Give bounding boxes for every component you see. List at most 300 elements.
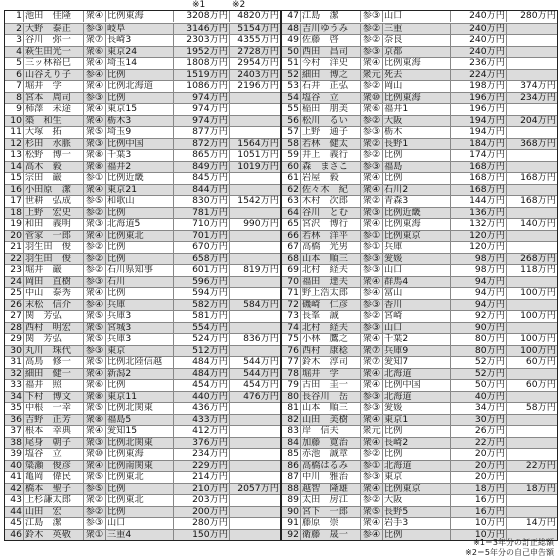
cell-name: 松野 博一 [23, 150, 83, 161]
cell-number: 81 [287, 403, 299, 413]
cell-house: 衆④ [360, 173, 382, 184]
cell-amount-1: 18万円 [450, 484, 506, 495]
cell-amount-2 [229, 173, 280, 184]
cell-district: 岩手3 [382, 518, 450, 529]
cell-number: 80 [282, 392, 300, 403]
cell-amount-1: 582万円 [173, 300, 229, 311]
cell-number: 67 [287, 242, 299, 252]
cell-district: 宮城3 [105, 323, 173, 334]
cell-amount-1: 52万円 [450, 357, 506, 368]
cell-number: 51 [287, 58, 299, 68]
cell-amount-2 [506, 507, 557, 518]
cell-name: 小林 鷹之 [300, 334, 360, 345]
cell-amount-1: 168万円 [450, 185, 506, 196]
table-row [282, 230, 557, 242]
table-row [282, 149, 557, 161]
cell-name: 尾身 朝子 [23, 438, 83, 449]
table-row [282, 356, 557, 368]
table-row [5, 483, 280, 495]
cell-amount-1: 236万円 [450, 58, 506, 69]
cell-house: 参② [360, 449, 382, 460]
cell-name: 岸 信夫 [300, 426, 360, 437]
cell-amount-2: 234万円 [506, 93, 557, 104]
cell-number: 16 [5, 185, 23, 196]
cell-name: 稲田 朋美 [300, 104, 360, 115]
cell-district: 福島 [382, 162, 450, 173]
cell-amount-2: 990万円 [229, 219, 280, 230]
table-row [5, 333, 280, 345]
cell-house: 衆④ [83, 231, 105, 242]
cell-number: 30 [5, 346, 23, 357]
table-row [5, 195, 280, 207]
cell-number: 28 [5, 323, 23, 334]
cell-district: 愛媛 [382, 254, 450, 265]
cell-number: 20 [5, 231, 23, 242]
cell-house: 衆⑤ [83, 311, 105, 322]
table-row [5, 471, 280, 483]
cell-district: 比例北陸信越 [105, 357, 173, 368]
cell-amount-1: 844万円 [173, 185, 229, 196]
table-row [282, 138, 557, 150]
cell-district: 福井1 [382, 104, 450, 115]
cell-district: 死去 [382, 70, 450, 81]
cell-amount-2: 58万円 [506, 403, 557, 414]
cell-district: 東京21 [105, 185, 173, 196]
cell-name: 宗田 巌 [23, 173, 83, 184]
cell-amount-1: 512万円 [173, 346, 229, 357]
cell-district: 兵庫3 [105, 311, 173, 322]
cell-name: 山田 宏 [23, 507, 83, 518]
cell-amount-1: 80万円 [450, 334, 506, 345]
table-row [282, 92, 557, 104]
cell-amount-1: 20万円 [450, 449, 506, 460]
cell-name: 羽生田 俊 [23, 254, 83, 265]
table-row [282, 126, 557, 138]
cell-amount-2: 2403万円 [229, 70, 280, 81]
cell-name: 高橋はるみ [300, 461, 360, 472]
cell-amount-2: 5154万円 [229, 24, 280, 35]
cell-amount-2 [506, 472, 557, 483]
cell-amount-1: 210万円 [173, 484, 229, 495]
table-row [5, 391, 280, 403]
cell-house: 参① [360, 461, 382, 472]
cell-amount-1: 240万円 [450, 47, 506, 58]
cell-amount-1: 10万円 [450, 530, 506, 541]
cell-amount-1: 234万円 [173, 449, 229, 460]
cell-number: 82 [282, 415, 300, 426]
table-row [282, 287, 557, 299]
cell-name: 池田 佳隆 [23, 11, 83, 22]
cell-number: 89 [287, 495, 299, 505]
cell-number: 15 [10, 173, 22, 183]
table-row [5, 253, 280, 265]
cell-amount-2 [229, 461, 280, 472]
table-row [5, 356, 280, 368]
cell-name: 和田 義明 [23, 219, 83, 230]
cell-district: 比例 [105, 254, 173, 265]
cell-house: 衆④ [83, 461, 105, 472]
cell-name: 上杉謙太郎 [23, 495, 83, 506]
table-row [282, 172, 557, 184]
cell-amount-2 [229, 472, 280, 483]
cell-name: 山田 美樹 [300, 415, 360, 426]
cell-name: 鈴木 英敬 [23, 530, 83, 541]
cell-number: 60 [282, 162, 300, 173]
cell-number: 40 [5, 461, 23, 472]
cell-amount-2: 18万円 [506, 484, 557, 495]
cell-amount-2 [506, 426, 557, 437]
cell-district: 東京 [105, 346, 173, 357]
cell-house: 参③ [360, 127, 382, 138]
cell-name: 大塚 拓 [23, 127, 83, 138]
cell-house: 参① [83, 173, 105, 184]
cell-amount-2 [506, 127, 557, 138]
cell-district: 大阪 [382, 116, 450, 127]
table-row [282, 517, 557, 529]
cell-amount-1: 376万円 [173, 438, 229, 449]
cell-district: 栃木3 [105, 116, 173, 127]
cell-house: 参③ [360, 162, 382, 173]
table-row [282, 195, 557, 207]
cell-house: 参② [83, 507, 105, 518]
cell-name: 磯崎 仁彦 [300, 300, 360, 311]
cell-number: 77 [287, 357, 299, 367]
table-row [282, 379, 557, 391]
cell-name: 佐々木 紀 [300, 185, 360, 196]
cell-amount-2: 2057万円 [229, 484, 280, 495]
cell-number: 68 [282, 254, 300, 265]
cell-district: 福井2 [105, 162, 173, 173]
cell-district: 比例中国 [382, 380, 450, 391]
cell-amount-1: 554万円 [173, 323, 229, 334]
cell-number: 25 [10, 288, 22, 298]
cell-amount-2: 584万円 [229, 300, 280, 311]
cell-amount-1: 781万円 [173, 208, 229, 219]
cell-house: 参② [83, 242, 105, 253]
cell-house: 衆④ [360, 380, 382, 391]
cell-number: 59 [287, 150, 299, 160]
cell-district: 富山 [382, 288, 450, 299]
cell-amount-2 [506, 70, 557, 81]
cell-amount-2 [229, 495, 280, 506]
cell-amount-1: 524万円 [173, 334, 229, 345]
cell-amount-1: 200万円 [173, 507, 229, 518]
footnote-2: ※2＝5年分の自己申告額 [465, 548, 554, 557]
cell-district: 比例 [105, 484, 173, 495]
cell-house: 参③ [83, 93, 105, 104]
cell-amount-2: 2196万円 [229, 81, 280, 92]
cell-name: 高橋 光男 [300, 242, 360, 253]
cell-number: 12 [5, 139, 23, 150]
cell-house: 参② [360, 35, 382, 46]
cell-house: 衆⑤ [83, 323, 105, 334]
cell-number: 18 [5, 208, 23, 219]
cell-district: 比例 [105, 380, 173, 391]
cell-amount-1: 877万円 [173, 127, 229, 138]
cell-name: 長峯 誠 [300, 311, 360, 322]
cell-name: 衛藤 晟一 [300, 530, 360, 541]
cell-house: 参① [360, 242, 382, 253]
cell-name: 塩谷 立 [300, 93, 360, 104]
cell-district: 比例南関東 [105, 461, 173, 472]
cell-name: 西村 康稔 [300, 346, 360, 357]
cell-district: 兵庫3 [105, 334, 173, 345]
cell-house: 参② [83, 265, 105, 276]
cell-amount-1: 3146万円 [173, 24, 229, 35]
cell-name: 今村 洋史 [300, 58, 360, 69]
table-row [282, 11, 557, 23]
cell-number: 49 [287, 35, 299, 45]
cell-district: 山口 [382, 265, 450, 276]
table-row [5, 322, 280, 334]
cell-number: 87 [287, 472, 299, 482]
cell-name: 藤原 崇 [300, 518, 360, 529]
cell-district: 東京24 [105, 47, 173, 58]
cell-number: 92 [282, 530, 300, 541]
cell-name: 石井 正弘 [300, 81, 360, 92]
cell-amount-1: 16万円 [450, 495, 506, 506]
table-row [282, 276, 557, 288]
cell-house: 衆⑩ [360, 93, 382, 104]
cell-amount-2 [506, 495, 557, 506]
cell-district: 山口 [382, 11, 450, 22]
cell-name: 岩屋 毅 [300, 173, 360, 184]
cell-district: 大阪 [382, 495, 450, 506]
cell-amount-1: 484万円 [173, 357, 229, 368]
table-row [282, 23, 557, 35]
cell-name: 柿澤 未途 [23, 104, 83, 115]
cell-house: 衆④ [83, 369, 105, 380]
cell-number: 56 [282, 116, 300, 127]
cell-amount-1: 94万円 [450, 288, 506, 299]
cell-district: 比例 [382, 150, 450, 161]
cell-district: 比例 [105, 93, 173, 104]
cell-amount-1: 865万円 [173, 150, 229, 161]
table-row [5, 506, 280, 518]
cell-amount-1: 194万円 [450, 116, 506, 127]
cell-number: 24 [5, 277, 23, 288]
table-row [282, 299, 557, 311]
cell-amount-2 [506, 58, 557, 69]
table-row [282, 69, 557, 81]
cell-amount-2: 454万円 [229, 380, 280, 391]
cell-district: 千葉3 [105, 150, 173, 161]
cell-house: 衆④ [360, 369, 382, 380]
table-row [5, 161, 280, 173]
cell-house: 参② [83, 254, 105, 265]
cell-name: 丸川 珠代 [23, 346, 83, 357]
cell-house: 参② [360, 81, 382, 92]
cell-number: 53 [287, 81, 299, 91]
cell-name: 塩谷 立 [23, 449, 83, 460]
table-row [5, 69, 280, 81]
cell-name: 吉野 正芳 [23, 415, 83, 426]
cell-district: 比例近畿 [105, 173, 173, 184]
cell-house: 衆④ [83, 11, 105, 22]
cell-name: 中山 泰秀 [23, 288, 83, 299]
cell-number: 36 [5, 415, 23, 426]
cell-number: 21 [10, 242, 22, 252]
table-row [282, 207, 557, 219]
table-row [282, 80, 557, 92]
cell-amount-2 [506, 323, 557, 334]
cell-name: 山本 順三 [300, 403, 360, 414]
cell-district: 比例北関東 [105, 438, 173, 449]
cell-district: 山口 [105, 518, 173, 529]
cell-amount-2 [506, 300, 557, 311]
cell-name: 上野 通子 [300, 127, 360, 138]
cell-district: 石川県知事 [105, 265, 173, 276]
cell-district: 比例 [105, 288, 173, 299]
table-row [5, 115, 280, 127]
table-row [5, 368, 280, 380]
cell-amount-1: 30万円 [450, 415, 506, 426]
cell-amount-1: 20万円 [450, 472, 506, 483]
cell-amount-2 [506, 150, 557, 161]
table-row [5, 276, 280, 288]
cell-district: 比例 [382, 426, 450, 437]
cell-amount-2: 168万円 [506, 196, 557, 207]
cell-number: 42 [5, 484, 23, 495]
cell-district: 比例東海 [382, 93, 450, 104]
cell-house: 衆⑤ [83, 127, 105, 138]
cell-name: 西田 昌司 [300, 47, 360, 58]
table-row [282, 310, 557, 322]
cell-district: 長崎3 [105, 35, 173, 46]
cell-district: 比例 [105, 507, 173, 518]
cell-number: 74 [282, 323, 300, 334]
cell-amount-1: 98万円 [450, 265, 506, 276]
cell-amount-1: 196万円 [450, 104, 506, 115]
cell-amount-1: 658万円 [173, 254, 229, 265]
cell-name: 加藤 寛治 [300, 438, 360, 449]
cell-amount-2 [229, 518, 280, 529]
cell-name: 亀岡 偉民 [23, 472, 83, 483]
cell-house: 参② [360, 495, 382, 506]
cell-amount-2 [229, 254, 280, 265]
cell-amount-2 [229, 277, 280, 288]
cell-amount-1: 1808万円 [173, 58, 229, 69]
table-row [5, 241, 280, 253]
cell-name: 松川 るい [300, 116, 360, 127]
cell-house: 衆⑦ [83, 35, 105, 46]
cell-district: 比例東海 [105, 11, 173, 22]
cell-district: 新潟2 [105, 369, 173, 380]
cell-house: 衆元 [360, 70, 382, 81]
cell-house: 衆④ [83, 185, 105, 196]
cell-house: 参③ [360, 392, 382, 403]
cell-amount-2 [229, 208, 280, 219]
cell-house: 参② [83, 208, 105, 219]
cell-amount-1: 240万円 [450, 35, 506, 46]
cell-amount-1: 454万円 [173, 380, 229, 391]
cell-amount-2 [506, 369, 557, 380]
cell-name: 木村 次郎 [300, 196, 360, 207]
cell-house: 衆① [83, 530, 105, 541]
cell-number: 34 [5, 392, 23, 403]
cell-name: 井上 義行 [300, 150, 360, 161]
cell-amount-2 [229, 311, 280, 322]
table-row [282, 264, 557, 276]
cell-amount-1: 581万円 [173, 311, 229, 322]
cell-amount-2: 280万円 [506, 11, 557, 22]
cell-amount-2: 4820万円 [229, 11, 280, 22]
cell-number: 37 [10, 426, 22, 436]
cell-name: 鈴木 淳司 [300, 357, 360, 368]
cell-name: 細田 博之 [300, 70, 360, 81]
cell-house: 衆④ [360, 219, 382, 230]
table-row [5, 230, 280, 242]
cell-district: 比例 [382, 530, 450, 541]
cell-district: 石川2 [382, 185, 450, 196]
cell-amount-1: 433万円 [173, 415, 229, 426]
table-row [5, 529, 280, 541]
cell-amount-1: 224万円 [450, 70, 506, 81]
cell-name: 若林 洋平 [300, 231, 360, 242]
cell-house: 衆⑧ [83, 162, 105, 173]
table-row [5, 57, 280, 69]
cell-amount-2 [229, 288, 280, 299]
cell-name: 橋本 聖子 [23, 484, 83, 495]
cell-amount-1: 16万円 [450, 507, 506, 518]
cell-amount-1: 203万円 [173, 495, 229, 506]
table-row [5, 379, 280, 391]
cell-amount-2 [506, 24, 557, 35]
cell-amount-1: 184万円 [450, 139, 506, 150]
cell-district: 比例 [382, 173, 450, 184]
cell-name: 末松 信介 [23, 300, 83, 311]
table-row [282, 161, 557, 173]
cell-amount-1: 80万円 [450, 346, 506, 357]
cell-district: 東京1 [382, 415, 450, 426]
table-row [5, 34, 280, 46]
cell-amount-2 [506, 185, 557, 196]
cell-number: 79 [287, 380, 299, 390]
cell-house: 衆⑩ [83, 449, 105, 460]
cell-number: 91 [287, 518, 299, 528]
cell-amount-1: 120万円 [450, 242, 506, 253]
cell-house: 衆④ [83, 116, 105, 127]
table-row [5, 517, 280, 529]
cell-amount-1: 845万円 [173, 173, 229, 184]
cell-number: 63 [287, 196, 299, 206]
cell-district: 比例北関東 [105, 403, 173, 414]
cell-amount-1: 710万円 [173, 219, 229, 230]
cell-amount-1: 440万円 [173, 392, 229, 403]
cell-number: 72 [282, 300, 300, 311]
cell-amount-1: 120万円 [450, 231, 506, 242]
cell-name: 高鳥 修一 [23, 357, 83, 368]
cell-amount-1: 94万円 [450, 277, 506, 288]
cell-number: 5 [16, 58, 22, 68]
cell-district: 千葉2 [382, 334, 450, 345]
cell-name: 福井 照 [23, 380, 83, 391]
cell-amount-2: 1051万円 [229, 150, 280, 161]
cell-number: 14 [5, 162, 23, 173]
cell-house: 衆元 [360, 426, 382, 437]
cell-amount-2 [506, 415, 557, 426]
cell-house: 参③ [360, 300, 382, 311]
cell-number: 76 [282, 346, 300, 357]
cell-number: 2 [5, 24, 23, 35]
cell-district: 埼玉9 [105, 127, 173, 138]
cell-house: 参③ [83, 277, 105, 288]
cell-amount-2: 60万円 [506, 380, 557, 391]
cell-number: 54 [282, 93, 300, 104]
cell-name: 菅家 一郎 [23, 231, 83, 242]
table-row [282, 333, 557, 345]
cell-name: 若林 健太 [300, 139, 360, 150]
